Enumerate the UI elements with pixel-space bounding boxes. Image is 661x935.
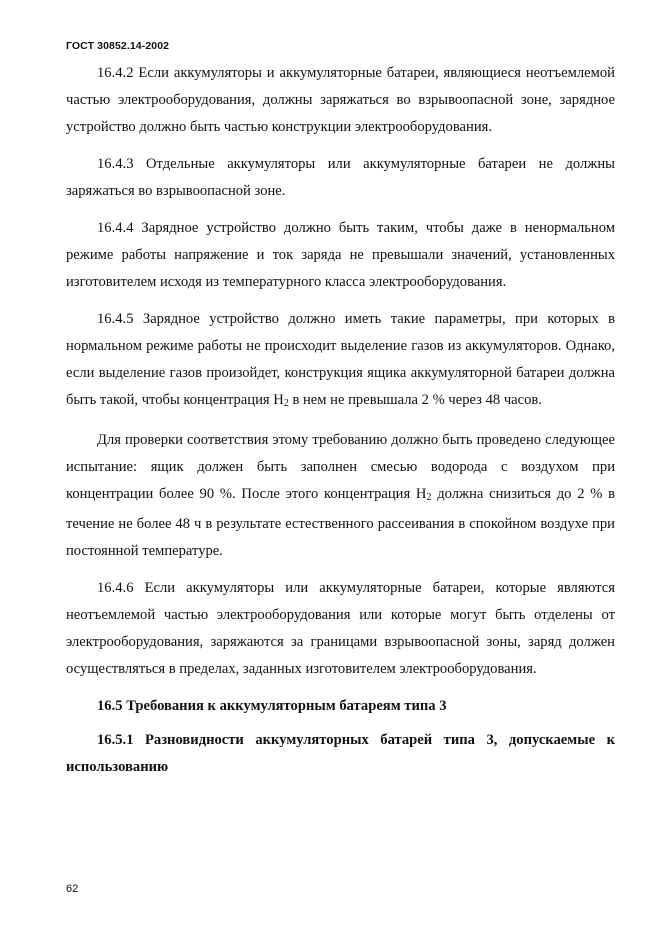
paragraph-text: Для проверки соответствия этому требованию должно быть проведено следующее испытание: ящик должен быть заполнен смесью водорода с воздухом при концентрации более 90 %. После этого концентрация H (66, 432, 615, 502)
page-number: 62 (66, 883, 79, 895)
paragraph-16-4-3: 16.4.3 Отдельные аккумуляторы или аккумуляторные батареи не должны заряжаться во взрывоопасной зоне. (66, 156, 615, 199)
section-heading-16-5: 16.5 Требования к аккумуляторным батареям типа 3 (97, 698, 447, 714)
subsection-heading-16-5-1: 16.5.1 Разновидности аккумуляторных батарей типа 3, допускаемые к использованию (66, 732, 615, 775)
document-body (66, 60, 615, 791)
subscript: 2 (426, 492, 432, 503)
paragraph-text: в нем не превышала 2 % через 48 часов. (288, 392, 542, 408)
document-header: ГОСТ 30852.14-2002 (66, 40, 170, 52)
paragraph-text: должна снизиться до 2 % в течение не более 48 ч в результате естественного рассеивания в спокойном воздухе при постоянной температуре. (66, 486, 616, 559)
paragraph-test-requirement (66, 427, 615, 565)
paragraph-16-4-2: 16.4.2 Если аккумуляторы и аккумуляторные батареи, являющиеся неотъемлемой частью электрооборудования, должны заряжаться во взрывоопасной зоне, зарядное устройство должно быть частью конструкции электрооборудования. (66, 65, 615, 135)
subscript: 2 (283, 398, 289, 409)
paragraph-16-4-5 (66, 306, 615, 417)
paragraph-text: 16.4.5 Зарядное устройство должно иметь такие параметры, при которых в нормальном режиме работы не происходит выделение газов из аккумуляторов. Однако, если выделение газов произойдет, конструкция ящика аккумуляторной батареи должна быть такой, чтобы концентрация H (66, 311, 615, 408)
paragraph-16-4-6: 16.4.6 Если аккумуляторы или аккумуляторные батареи, которые являются неотъемлемой частью электрооборудования или которые могут быть отделены от электрооборудования, заряжаются за границами взрывоопасной зоны, заряд должен осуществляться в пределах, заданных изготовителем электрооборудования. (66, 580, 615, 677)
paragraph-16-4-4: 16.4.4 Зарядное устройство должно быть таким, чтобы даже в ненормальном режиме работы напряжение и ток заряда не превышали значений, установленных изготовителем исходя из температурного класса электрооборудования. (66, 220, 615, 290)
